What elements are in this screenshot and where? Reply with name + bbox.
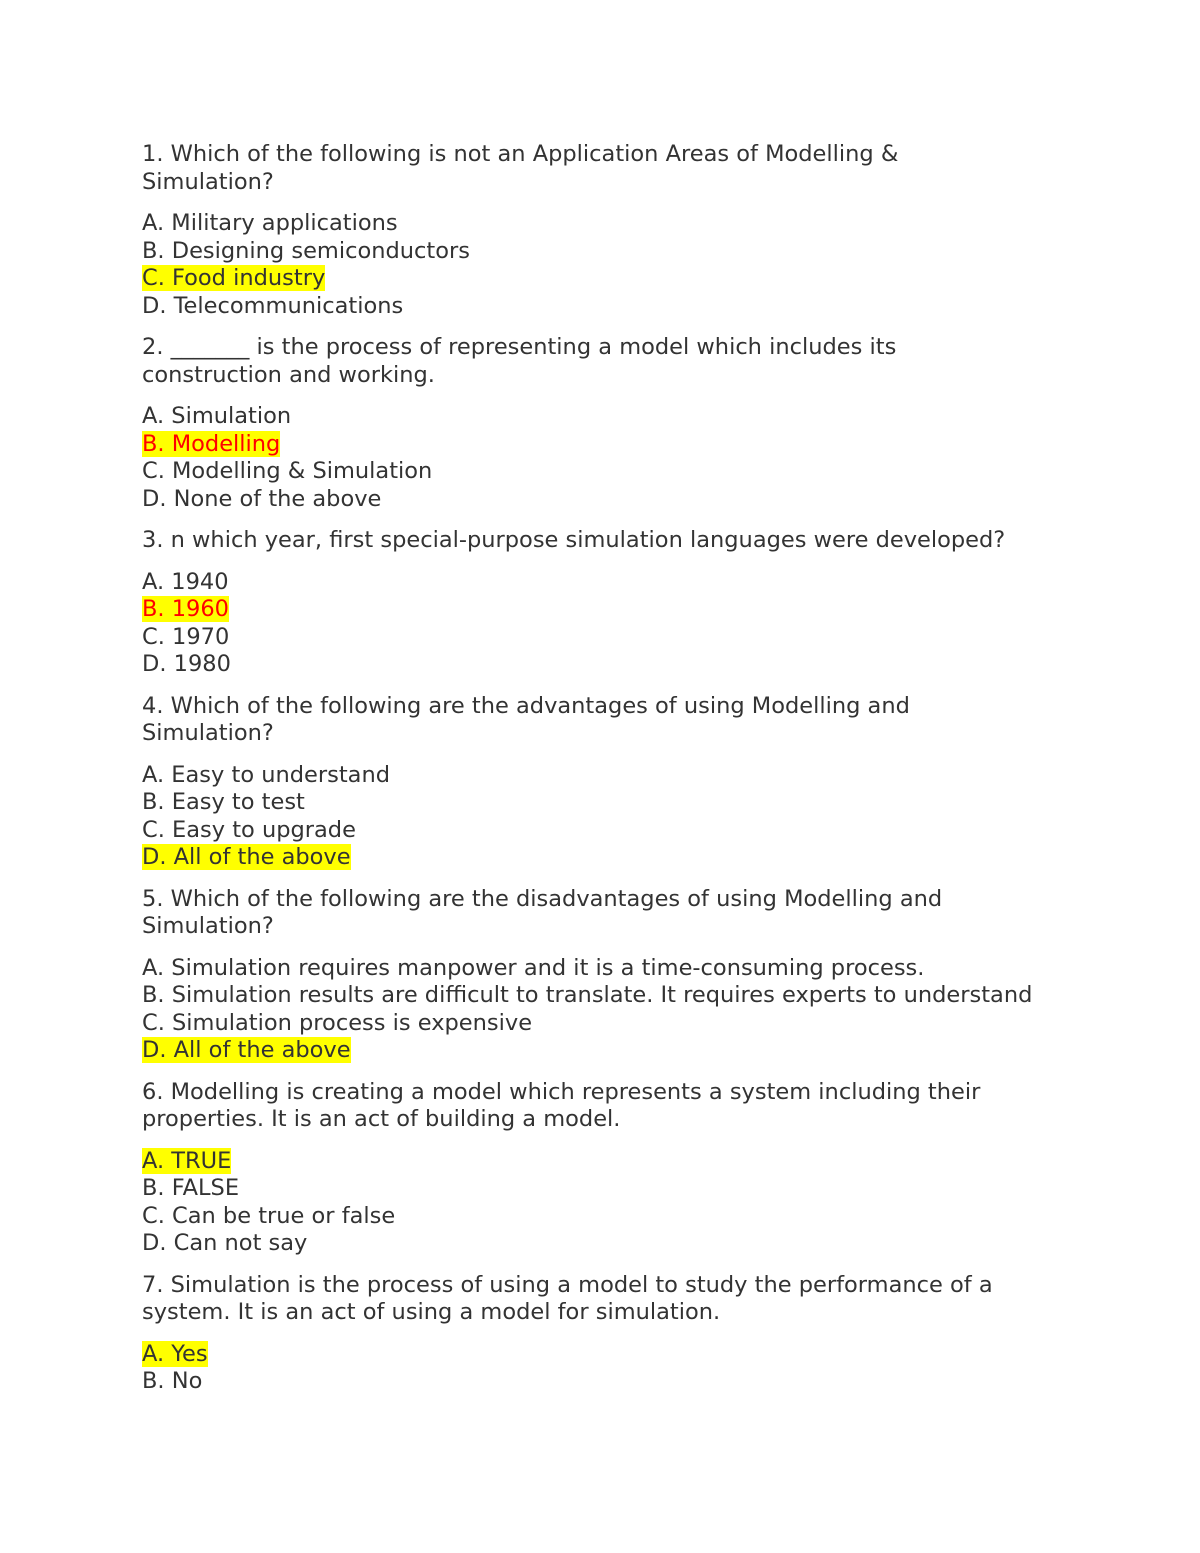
- answer-option-text: C. Can be true or false: [142, 1202, 396, 1229]
- answer-option-text: A. Simulation requires manpower and it is a time-consuming process.: [142, 954, 925, 981]
- question-block-5: [142, 886, 1072, 1065]
- answer-option: [142, 210, 1072, 238]
- answer-option-correct: [142, 265, 1072, 293]
- answer-option-correct: [142, 431, 1072, 459]
- answer-option-text: C. Simulation process is expensive: [142, 1009, 533, 1036]
- answer-option-text: A. Simulation: [142, 403, 292, 429]
- answer-option-text: A. TRUE: [142, 1147, 232, 1174]
- answer-option: [142, 1175, 1072, 1203]
- answer-option: [142, 817, 1072, 845]
- answer-option-text: B. FALSE: [142, 1175, 240, 1201]
- answer-option-correct: [142, 1037, 1072, 1065]
- question-text: 4. Which of the following are the advantages of using Modelling and Simulation?: [142, 692, 910, 746]
- question-block-2: [142, 334, 1072, 513]
- question-text: 5. Which of the following are the disadvantages of using Modelling and Simulation?: [142, 885, 943, 939]
- answer-options: [142, 569, 1072, 679]
- answer-option-correct: [142, 1341, 1072, 1369]
- question-block-1: [142, 141, 1072, 320]
- answer-option-text: A. 1940: [142, 568, 229, 595]
- question-block-4: [142, 693, 1072, 872]
- answer-option-correct: [142, 1148, 1072, 1176]
- answer-option: [142, 624, 1072, 652]
- question-text: 6. Modelling is creating a model which represents a system including their properties. It is an act of building a model.: [142, 1078, 981, 1132]
- answer-options: [142, 403, 1072, 513]
- answer-option: [142, 789, 1072, 817]
- answer-option-text: A. Yes: [142, 1340, 208, 1367]
- question-text: 7. Simulation is the process of using a model to study the performance of a system. It is an act of using a model for simulation.: [142, 1271, 993, 1325]
- answer-option-correct: [142, 844, 1072, 872]
- answer-option-text: C. 1970: [142, 623, 230, 650]
- answer-option: [142, 1203, 1072, 1231]
- answer-option-text: D. Can not say: [142, 1230, 308, 1256]
- question-text: 3. n which year, first special-purpose simulation languages were developed?: [142, 527, 1006, 553]
- answer-option-text: A. Easy to understand: [142, 761, 391, 788]
- answer-options: [142, 955, 1072, 1065]
- answer-options: [142, 210, 1072, 320]
- answer-options: [142, 1341, 1072, 1396]
- quiz-content: [142, 141, 1072, 1410]
- answer-option: [142, 293, 1072, 321]
- answer-option-text: B. Designing semiconductors: [142, 237, 470, 264]
- answer-option: [142, 955, 1072, 983]
- answer-option: [142, 1368, 1072, 1396]
- answer-option: [142, 238, 1072, 266]
- answer-option: [142, 762, 1072, 790]
- answer-options: [142, 1148, 1072, 1258]
- answer-option-correct: [142, 596, 1072, 624]
- answer-option: [142, 651, 1072, 679]
- answer-option: [142, 403, 1072, 431]
- answer-option-text: B. 1960: [142, 596, 230, 622]
- answer-option-text: C. Food industry: [142, 265, 326, 291]
- answer-option-text: B. Simulation results are difficult to translate. It requires experts to understand: [142, 982, 1033, 1008]
- answer-option-text: C. Easy to upgrade: [142, 816, 356, 843]
- answer-option-text: D. Telecommunications: [142, 292, 404, 319]
- answer-option: [142, 1230, 1072, 1258]
- question-block-6: [142, 1079, 1072, 1258]
- answer-option-text: B. Modelling: [142, 430, 281, 457]
- answer-option-text: B. Easy to test: [142, 789, 305, 815]
- answer-option-text: D. All of the above: [142, 844, 351, 870]
- answer-option: [142, 486, 1072, 514]
- question-text: 1. Which of the following is not an Application Areas of Modelling & Simulation?: [142, 141, 899, 195]
- answer-option-text: C. Modelling & Simulation: [142, 458, 433, 484]
- answer-option-text: B. No: [142, 1368, 203, 1394]
- answer-option-text: D. 1980: [142, 651, 231, 677]
- answer-option-text: D. None of the above: [142, 485, 382, 512]
- answer-option: [142, 982, 1072, 1010]
- question-block-7: [142, 1272, 1072, 1396]
- question-block-3: [142, 527, 1072, 679]
- question-text: 2. _______ is the process of representing a model which includes its construction and working.: [142, 334, 897, 388]
- answer-option: [142, 569, 1072, 597]
- answer-option-text: A. Military applications: [142, 210, 398, 236]
- answer-option: [142, 458, 1072, 486]
- answer-option: [142, 1010, 1072, 1038]
- answer-options: [142, 762, 1072, 872]
- answer-option-text: D. All of the above: [142, 1037, 351, 1063]
